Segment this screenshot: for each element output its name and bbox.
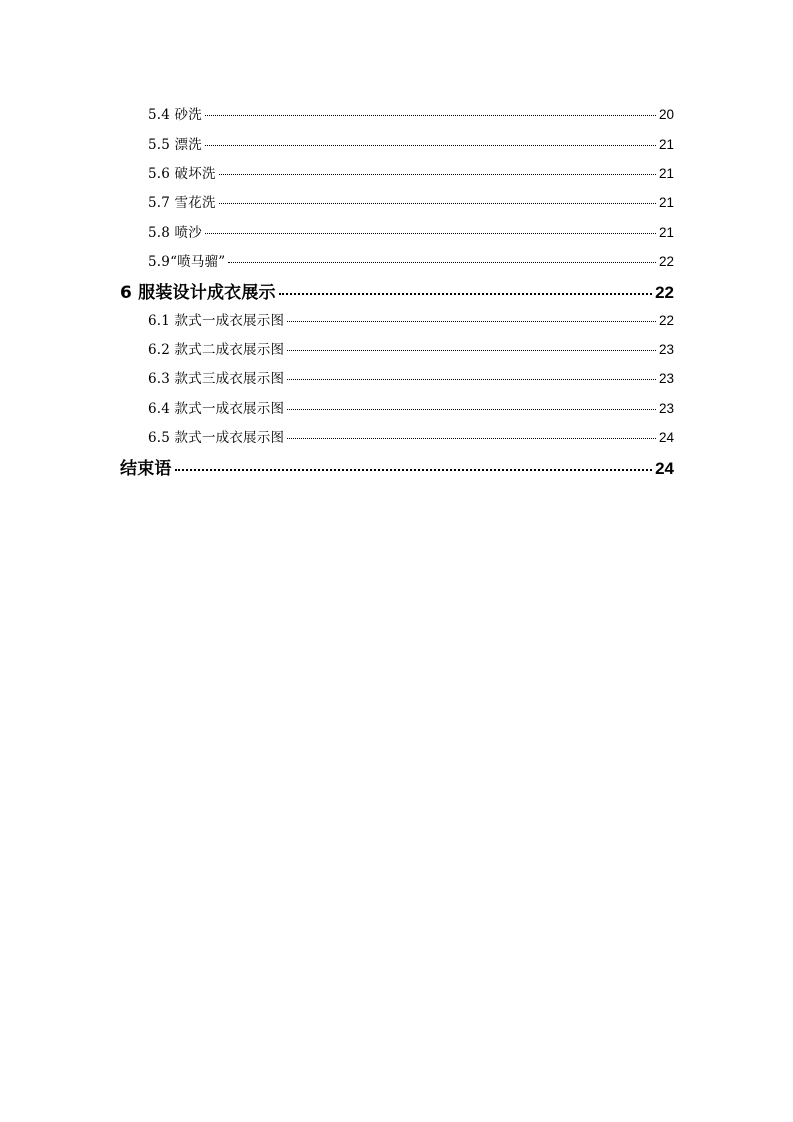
- toc-page-number: 21: [658, 137, 674, 152]
- toc-page-number: 24: [655, 459, 674, 478]
- toc-entry-title: 5.6 破坏洗: [148, 166, 216, 182]
- toc-entry-5-5[interactable]: [148, 133, 674, 153]
- toc-entry-title: 5.9“喷马骝”: [148, 254, 226, 270]
- toc-entry-5-8[interactable]: [148, 221, 674, 241]
- toc-page-number: 21: [658, 195, 674, 210]
- toc-page-number: 23: [658, 342, 674, 357]
- toc-entry-title: 6.1 款式一成衣展示图: [148, 313, 285, 329]
- toc-entry-title: 5.7 雪花洗: [148, 195, 216, 211]
- toc-dot-leader: [287, 438, 656, 439]
- toc-dot-leader: [287, 350, 656, 351]
- toc-entry-title: 5.5 漂洗: [148, 137, 202, 153]
- toc-dot-leader: [228, 262, 656, 263]
- toc-dot-leader: [205, 115, 656, 116]
- toc-entry-title: 结束语: [120, 459, 172, 479]
- toc-page-number: 21: [658, 166, 674, 181]
- toc-entry-6-4[interactable]: [148, 397, 674, 417]
- toc-dot-leader: [287, 409, 656, 410]
- toc-page-number: 23: [658, 371, 674, 386]
- toc-entry-title: 6.5 款式一成衣展示图: [148, 430, 285, 446]
- toc-entry-5-4[interactable]: [148, 103, 674, 123]
- toc-dot-leader: [219, 203, 656, 204]
- toc-page-number: 21: [658, 225, 674, 240]
- toc-dot-leader: [175, 469, 652, 471]
- toc-dot-leader: [287, 379, 656, 380]
- toc-entry-5-9[interactable]: [148, 250, 674, 270]
- toc-dot-leader: [205, 145, 656, 146]
- toc-entry-6-3[interactable]: [148, 367, 674, 387]
- toc-dot-leader: [287, 321, 656, 322]
- toc-entry-6-2[interactable]: [148, 338, 674, 358]
- toc-entry-title: 6.2 款式二成衣展示图: [148, 342, 285, 358]
- toc-dot-leader: [219, 174, 656, 175]
- toc-entry-5-6[interactable]: [148, 162, 674, 182]
- toc-page-number: 20: [658, 107, 674, 122]
- toc-entry-title: 6.3 款式三成衣展示图: [148, 371, 285, 387]
- toc-entry-6-1[interactable]: [148, 309, 674, 329]
- toc-entry-title: 5.8 喷沙: [148, 225, 202, 241]
- toc-entry-title: 6.4 款式一成衣展示图: [148, 401, 285, 417]
- toc-page-number: 24: [658, 430, 674, 445]
- toc-entry-6-5[interactable]: [148, 426, 674, 446]
- toc-entry-chapter-6[interactable]: [120, 278, 674, 302]
- toc-page-number: 22: [658, 254, 674, 269]
- toc-entry-conclusion[interactable]: [120, 454, 674, 478]
- toc-dot-leader: [279, 293, 652, 295]
- toc-entry-title: 5.4 砂洗: [148, 107, 202, 123]
- toc-entry-5-7[interactable]: [148, 191, 674, 211]
- toc-page-number: 22: [658, 313, 674, 328]
- toc-page-number: 23: [658, 401, 674, 416]
- toc-entry-title: 6 服装设计成衣展示: [120, 283, 276, 303]
- toc-dot-leader: [205, 233, 656, 234]
- toc-page-number: 22: [655, 283, 674, 302]
